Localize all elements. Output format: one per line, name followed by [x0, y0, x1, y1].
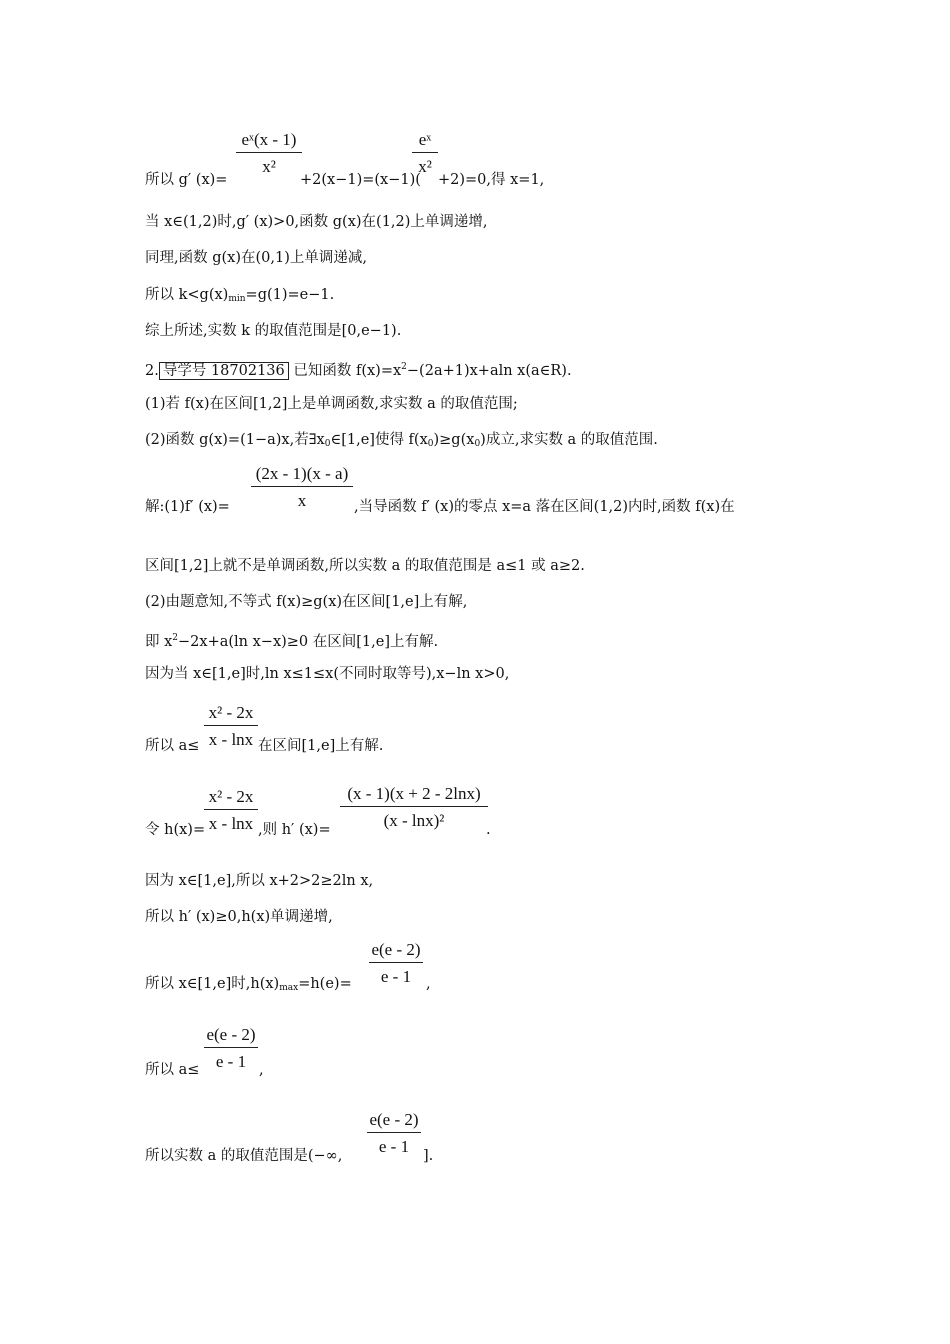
text-line-15-end: . — [486, 822, 491, 838]
text-line-2: 当 x∈(1,2)时,g′ (x)>0,函数 g(x)在(1,2)上单调递增, — [145, 214, 488, 230]
text-line-18-end: , — [426, 976, 431, 992]
text-line-20: 所以实数 a 的取值范围是(−∞, — [145, 1148, 343, 1164]
text-line-10: 区间[1,2]上就不是单调函数,所以实数 a 的取值范围是 a≤1 或 a≥2. — [145, 558, 585, 574]
denominator: x — [297, 491, 307, 510]
text-line-15-mid: ,则 h′ (x)= — [258, 822, 331, 838]
denominator: x - lnx — [208, 730, 254, 749]
line-g-prime-end: +2)=0,得 x=1, — [438, 172, 545, 188]
numerator: e(e - 2) — [206, 1025, 256, 1044]
denominator: e - 1 — [380, 967, 412, 986]
text-line-3: 同理,函数 g(x)在(0,1)上单调递减, — [145, 250, 367, 266]
text-line-7: (1)若 f(x)在区间[1,2]上是单调函数,求实数 a 的取值范围; — [145, 396, 518, 412]
denominator: x² — [262, 157, 276, 176]
solution-line-1: 解:(1)f′ (x)= — [145, 499, 230, 515]
text-line-11: (2)由题意知,不等式 f(x)≥g(x)在区间[1,e]上有解, — [145, 594, 468, 610]
numerator: x² - 2x — [208, 703, 254, 722]
text-line-15: 令 h(x)= — [145, 822, 206, 838]
problem-2-statement: 2. 导学号 18702136 已知函数 $f(x)=x^2-(2a+1)x+aln$ x(a∈R). — [145, 362, 572, 379]
fraction-a-max — [204, 1025, 258, 1072]
denominator: e - 1 — [215, 1052, 247, 1071]
denominator: e - 1 — [378, 1137, 410, 1156]
fraction-g-prime-first — [236, 130, 302, 177]
line-g-prime: 所以 g′ (x)= — [145, 172, 228, 188]
text-line-5: 综上所述,实数 k 的取值范围是[0,e−1). — [145, 323, 402, 339]
fraction-f-prime — [251, 464, 353, 511]
text-line-14: 所以 a≤ — [145, 738, 200, 754]
text-line-19: 所以 a≤ — [145, 1062, 200, 1078]
numerator: eˣ(x - 1) — [241, 130, 297, 149]
fraction-a-bound — [204, 703, 258, 750]
line-g-prime-mid: +2(x−1)=(x−1)( — [300, 172, 421, 188]
text-line-4: 所以 $k<g(x)_{min}=g(1)=e-1$. — [145, 287, 335, 304]
fraction-h-max — [369, 940, 423, 987]
numerator: (2x - 1)(x - a) — [255, 464, 349, 483]
fraction-h — [204, 787, 258, 834]
numerator: eˣ — [418, 130, 432, 149]
denominator: (x - lnx)² — [383, 811, 445, 830]
text-line-14-end: 在区间[1,e]上有解. — [258, 738, 384, 754]
text-line-17: 所以 h′ (x)≥0,h(x)单调递增, — [145, 909, 333, 925]
text-line-12: 即 $x^2-2x+a(\ln$ x−x)≥0 在区间[1,e]上有解. — [145, 633, 439, 650]
denominator: x² — [418, 157, 432, 176]
text-line-19-end: , — [259, 1062, 264, 1078]
fraction-range-end — [367, 1110, 421, 1157]
solution-line-1-end: ,当导函数 f′ (x)的零点 x=a 落在区间(1,2)内时,函数 f(x)在 — [354, 499, 735, 515]
numerator: (x - 1)(x + 2 - 2lnx) — [347, 784, 481, 803]
text-line-16: 因为 x∈[1,e],所以 x+2>2≥2ln x, — [145, 873, 374, 889]
numerator: e(e - 2) — [371, 940, 421, 959]
fraction-h-prime — [340, 784, 488, 831]
text-line-13: 因为当 x∈[1,e]时,ln x≤1≤x(不同时取等号),x−ln x>0, — [145, 666, 510, 682]
numerator: e(e - 2) — [369, 1110, 419, 1129]
text-line-8: (2)函数 g(x)=(1−a)x,若$\exists x_0\in[1,e]$使得 $f(x_0)\ge g(x_0)$成立,求实数 a 的取值范围. — [145, 432, 658, 449]
guide-number-box: 导学号 18702136 — [159, 362, 289, 380]
text-line-20-end: ]. — [423, 1148, 434, 1164]
text-line-18: 所以 x∈[1,e]时$,h(x)_{max}=h(e)=$ — [145, 976, 352, 993]
numerator: x² - 2x — [208, 787, 254, 806]
denominator: x - lnx — [208, 814, 254, 833]
